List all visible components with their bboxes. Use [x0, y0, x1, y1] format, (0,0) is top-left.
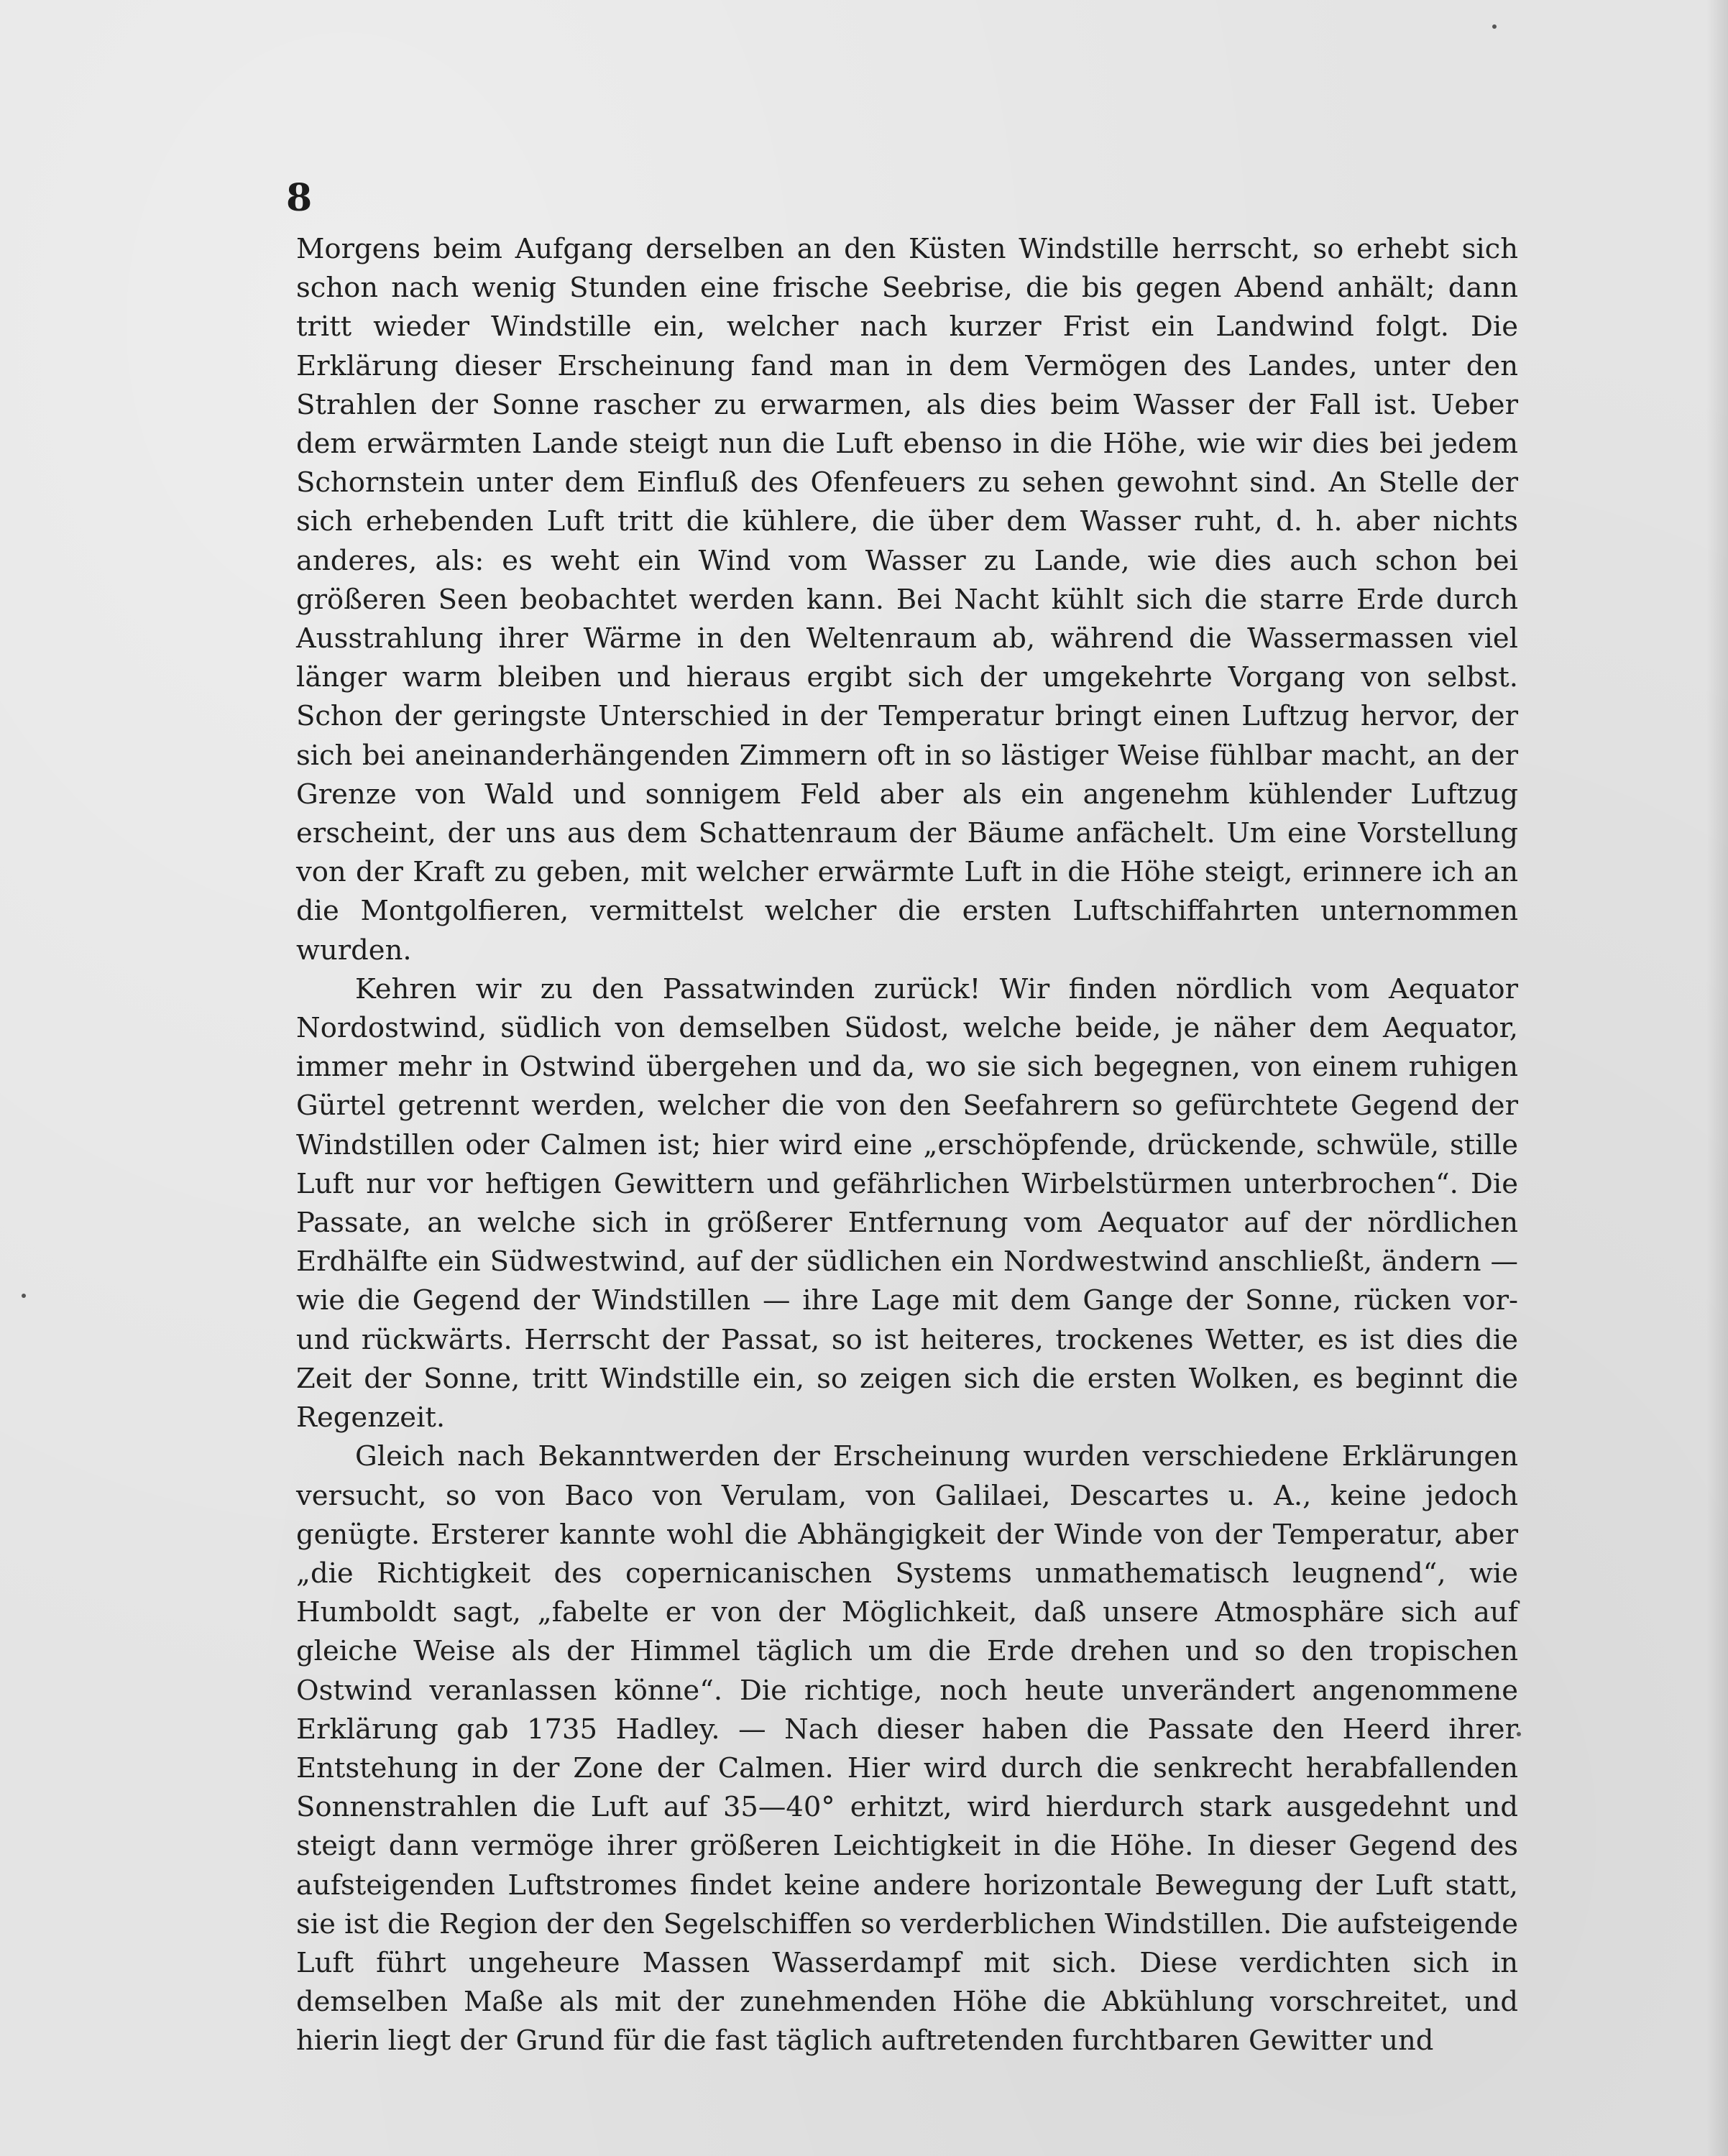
- paper-speck: [22, 1294, 26, 1298]
- page-number: 8: [286, 176, 313, 220]
- paragraph-erklaerungen: Gleich nach Bekanntwerden der Erscheinung wurden verschiedene Erklärungen versucht, so von Baco von Verulam, von Galilaei, Descartes u. A., keine jedoch genügte. Ersterer kannte wohl die Abhängigkeit der Winde von der Temperatur, aber „die Richtigkeit des copernicanischen Systems unmathematisch leugnend“, wie Humboldt sagt, „fabelte er von der Möglichkeit, daß unsere Atmosphäre sich auf gleiche Weise als der Himmel täglich um die Erde drehen und so den tropischen Ostwind veranlassen könne“. Die richtige, noch heute unverändert angenommene Erklärung gab 1735 Hadley. — Nach dieser haben die Passate den Heerd ihrer Entstehung in der Zone der Calmen. Hier wird durch die senkrecht herabfallenden Sonnenstrahlen die Luft auf 35—40° erhitzt, wird hierdurch stark ausgedehnt und steigt dann vermöge ihrer größeren Leichtigkeit in die Höhe. In dieser Gegend des aufsteigenden Luftstromes findet keine andere horizontale Bewegung der Luft statt, sie ist die Region der den Segelschiffen so verderblichen Windstillen. Die aufsteigende Luft führt ungeheure Massen Wasserdampf mit sich. Diese verdichten sich in demselben Maße als mit der zunehmenden Höhe die Abkühlung vorschreitet, und hierin liegt der Grund für die fast täglich auftretenden furchtbaren Gewitter und: [296, 1440, 1518, 2058]
- paragraph-continuation: Morgens beim Aufgang derselben an den Küsten Windstille herrscht, so erhebt sich schon nach wenig Stunden eine frische Seebrise, die bis gegen Abend anhält; dann tritt wieder Windstille ein, welcher nach kurzer Frist ein Landwind folgt. Die Erklärung dieser Erscheinung fand man in dem Vermögen des Landes, unter den Strahlen der Sonne rascher zu erwarmen, als dies beim Wasser der Fall ist. Ueber dem erwärmten Lande steigt nun die Luft ebenso in die Höhe, wie wir dies bei jedem Schornstein unter dem Einfluß des Ofenfeuers zu sehen gewohnt sind. An Stelle der sich erhebenden Luft tritt die kühlere, die über dem Wasser ruht, d. h. aber nichts anderes, als: es weht ein Wind vom Wasser zu Lande, wie dies auch schon bei größeren Seen beobachtet werden kann. Bei Nacht kühlt sich die starre Erde durch Ausstrahlung ihrer Wärme in den Weltenraum ab, während die Wassermassen viel länger warm bleiben und hieraus ergibt sich der umgekehrte Vorgang von selbst. Schon der geringste Unterschied in der Temperatur bringt einen Luftzug hervor, der sich bei aneinanderhängenden Zimmern oft in so lästiger Weise fühlbar macht, an der Grenze von Wald und sonnigem Feld aber als ein angenehm kühlender Luftzug erscheint, der uns aus dem Schattenraum der Bäume anfächelt. Um eine Vorstellung von der Kraft zu geben, mit welcher erwärmte Luft in die Höhe steigt, erinnere ich an die Montgolfieren, vermittelst welcher die ersten Luftschiffahrten unternommen wurden.: [296, 233, 1518, 967]
- page-edge-shadow: [1706, 0, 1728, 2156]
- body-text: [296, 230, 1518, 2061]
- paragraph-passatwinde: Kehren wir zu den Passatwinden zurück! Wir finden nördlich vom Aequator Nordostwind, südlich von demselben Südost, welche beide, je näher dem Aequator, immer mehr in Ostwind übergehen und da, wo sie sich begegnen, von einem ruhigen Gürtel getrennt werden, welcher die von den Seefahrern so gefürchtete Gegend der Windstillen oder Calmen ist; hier wird eine „erschöpfende, drückende, schwüle, stille Luft nur vor heftigen Gewittern und gefährlichen Wirbelstürmen unterbrochen“. Die Passate, an welche sich in größerer Entfernung vom Aequator auf der nördlichen Erdhälfte ein Südwestwind, auf der südlichen ein Nordwestwind anschließt, ändern — wie die Gegend der Windstillen — ihre Lage mit dem Gange der Sonne, rücken vor- und rückwärts. Herrscht der Passat, so ist heiteres, trockenes Wetter, es ist dies die Zeit der Sonne, tritt Windstille ein, so zeigen sich die ersten Wolken, es beginnt die Regenzeit.: [296, 972, 1518, 1434]
- paper-speck: [1492, 24, 1497, 29]
